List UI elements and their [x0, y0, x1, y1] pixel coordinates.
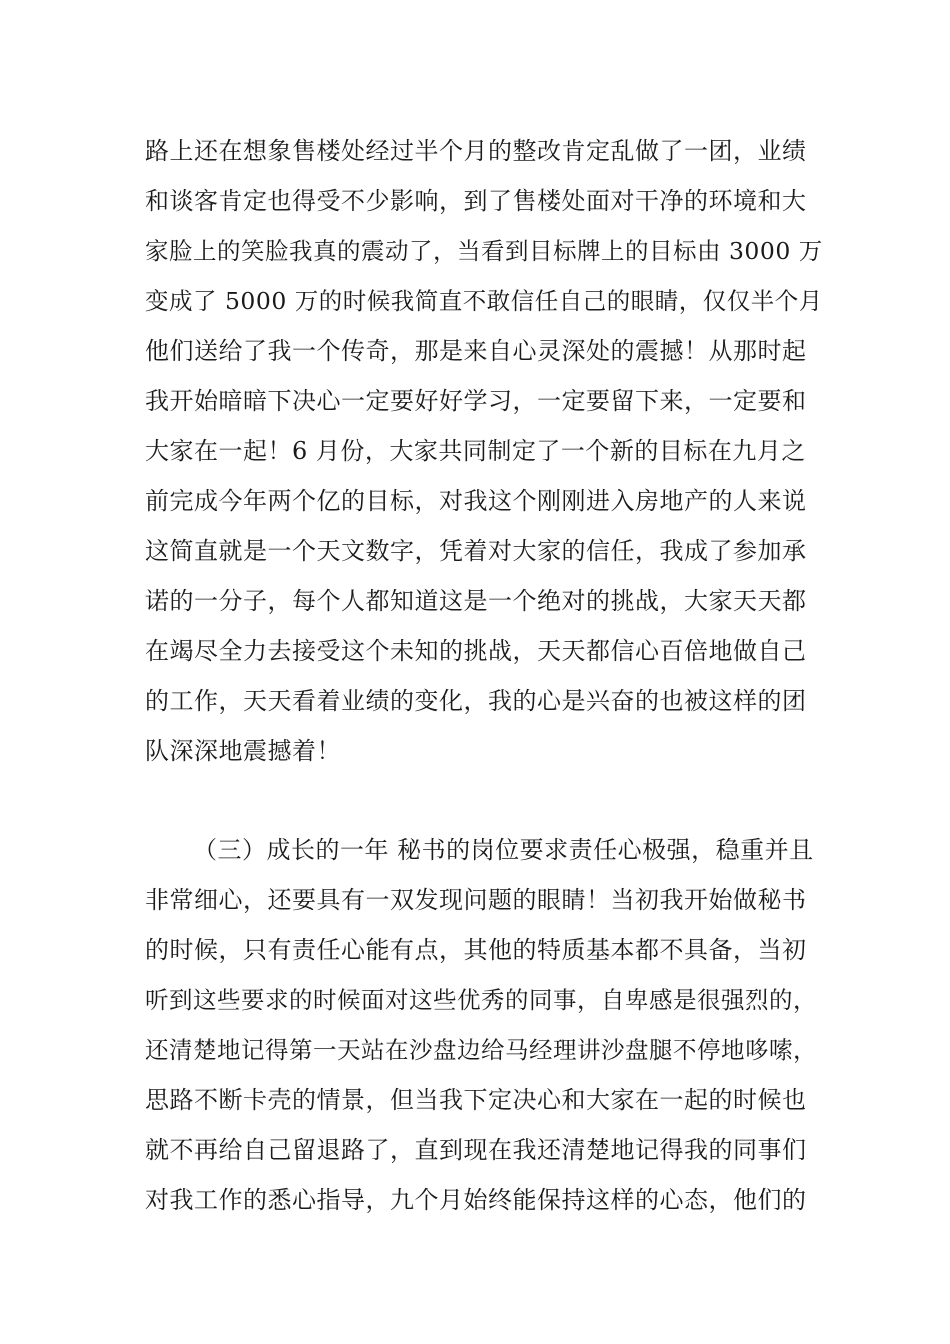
- text-line: 在竭尽全力去接受这个未知的挑战，天天都信心百倍地做自己: [145, 637, 807, 665]
- text-line: 和谈客肯定也得受不少影响，到了售楼处面对干净的环境和大: [145, 187, 807, 215]
- text-line: 队深深地震撼着！: [145, 737, 341, 765]
- text-line: 听到这些要求的时候面对这些优秀的同事，自卑感是很强烈的，: [145, 986, 817, 1014]
- text-line: 思路不断卡壳的情景，但当我下定决心和大家在一起的时候也: [145, 1086, 807, 1114]
- text-line: 变成了 5000 万的时候我简直不敢信任自己的眼睛，仅仅半个月: [145, 287, 823, 315]
- text-line: 大家在一起！6 月份，大家共同制定了一个新的目标在九月之: [145, 437, 806, 465]
- text-line: 路上还在想象售楼处经过半个月的整改肯定乱做了一团，业绩: [145, 137, 807, 165]
- text-line: 我开始暗暗下决心一定要好好学习，一定要留下来，一定要和: [145, 387, 807, 415]
- text-line: 这简直就是一个天文数字，凭着对大家的信任，我成了参加承: [145, 537, 807, 565]
- text-line: 非常细心，还要具有一双发现问题的眼睛！当初我开始做秘书: [145, 886, 807, 914]
- text-line: 的时候，只有责任心能有点，其他的特质基本都不具备，当初: [145, 936, 807, 964]
- text-line: 就不再给自己留退路了，直到现在我还清楚地记得我的同事们: [145, 1136, 807, 1164]
- text-line: 家脸上的笑脸我真的震动了，当看到目标牌上的目标由 3000 万: [145, 237, 823, 265]
- text-line: 的工作，天天看着业绩的变化，我的心是兴奋的也被这样的团: [145, 687, 807, 715]
- section-heading-line: （三）成长的一年 秘书的岗位要求责任心极强，稳重并且: [193, 836, 814, 864]
- text-line: 还清楚地记得第一天站在沙盘边给马经理讲沙盘腿不停地哆嗦，: [145, 1036, 817, 1064]
- text-line: 前完成今年两个亿的目标，对我这个刚刚进入房地产的人来说: [145, 487, 807, 515]
- text-line: 他们送给了我一个传奇，那是来自心灵深处的震撼！从那时起: [145, 337, 807, 365]
- text-line: 诺的一分子，每个人都知道这是一个绝对的挑战，大家天天都: [145, 587, 807, 615]
- text-line: 对我工作的悉心指导，九个月始终能保持这样的心态，他们的: [145, 1186, 807, 1214]
